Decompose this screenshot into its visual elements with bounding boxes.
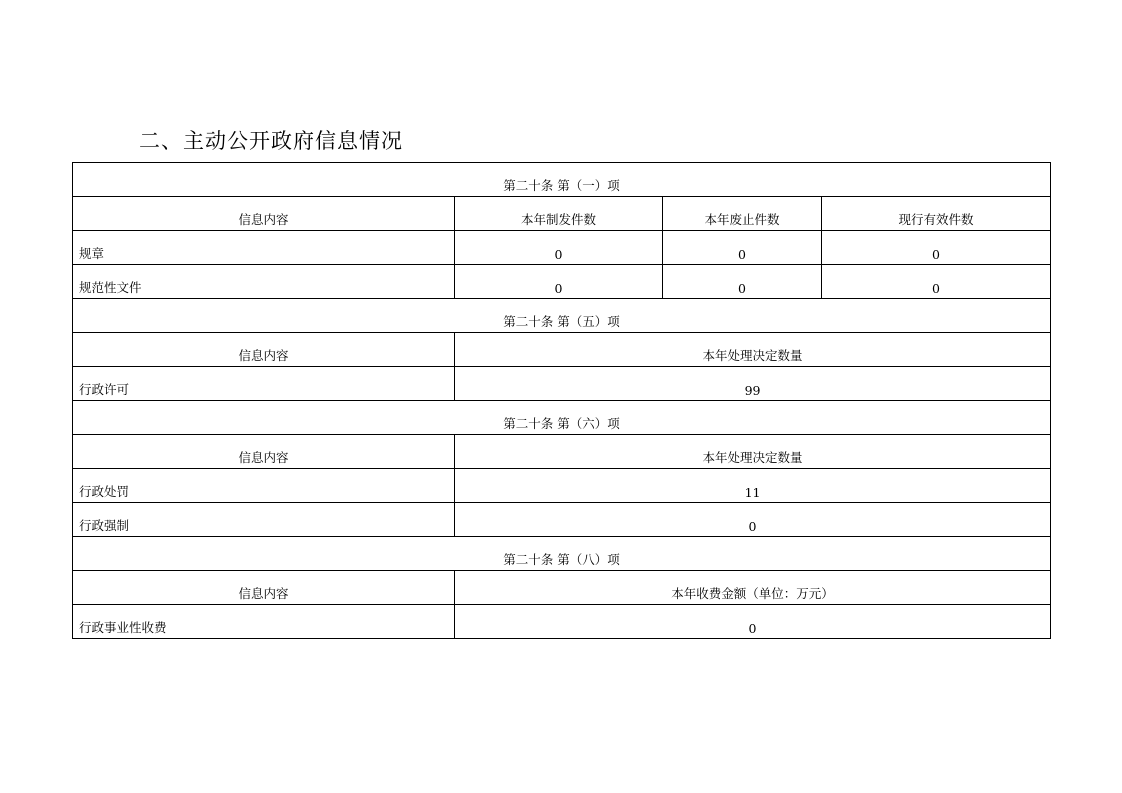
table-row <box>73 265 1051 299</box>
row-label: 行政许可 <box>73 367 455 401</box>
section-heading: 第二十条 第（八）项 <box>73 537 1051 571</box>
disclosure-table <box>72 162 1051 639</box>
table-row <box>73 231 1051 265</box>
page-title: 二、主动公开政府信息情况 <box>139 129 403 153</box>
cell-value: 0 <box>455 231 663 265</box>
header-row <box>73 571 1051 605</box>
column-header: 信息内容 <box>73 333 455 367</box>
column-header: 信息内容 <box>73 435 455 469</box>
column-header: 本年处理决定数量 <box>455 333 1051 367</box>
section-heading-row <box>73 537 1051 571</box>
table-row <box>73 469 1051 503</box>
cell-value: 0 <box>455 265 663 299</box>
section-heading-row <box>73 163 1051 197</box>
column-header: 本年处理决定数量 <box>455 435 1051 469</box>
section-heading: 第二十条 第（一）项 <box>73 163 1051 197</box>
column-header: 本年收费金额（单位：万元） <box>455 571 1051 605</box>
column-header: 本年制发件数 <box>455 197 663 231</box>
cell-value: 0 <box>663 231 822 265</box>
cell-value: 0 <box>455 605 1051 639</box>
row-label: 规范性文件 <box>73 265 455 299</box>
cell-value: 11 <box>455 469 1051 503</box>
cell-value: 0 <box>663 265 822 299</box>
cell-value: 99 <box>455 367 1051 401</box>
section-heading-row <box>73 299 1051 333</box>
column-header: 现行有效件数 <box>822 197 1051 231</box>
cell-value: 0 <box>822 231 1051 265</box>
section-heading: 第二十条 第（六）项 <box>73 401 1051 435</box>
header-row <box>73 197 1051 231</box>
row-label: 行政事业性收费 <box>73 605 455 639</box>
header-row <box>73 435 1051 469</box>
table-row <box>73 503 1051 537</box>
row-label: 规章 <box>73 231 455 265</box>
cell-value: 0 <box>822 265 1051 299</box>
table-row <box>73 605 1051 639</box>
column-header: 信息内容 <box>73 197 455 231</box>
column-header: 本年废止件数 <box>663 197 822 231</box>
row-label: 行政强制 <box>73 503 455 537</box>
table-row <box>73 367 1051 401</box>
header-row <box>73 333 1051 367</box>
section-heading: 第二十条 第（五）项 <box>73 299 1051 333</box>
section-heading-row <box>73 401 1051 435</box>
cell-value: 0 <box>455 503 1051 537</box>
row-label: 行政处罚 <box>73 469 455 503</box>
column-header: 信息内容 <box>73 571 455 605</box>
